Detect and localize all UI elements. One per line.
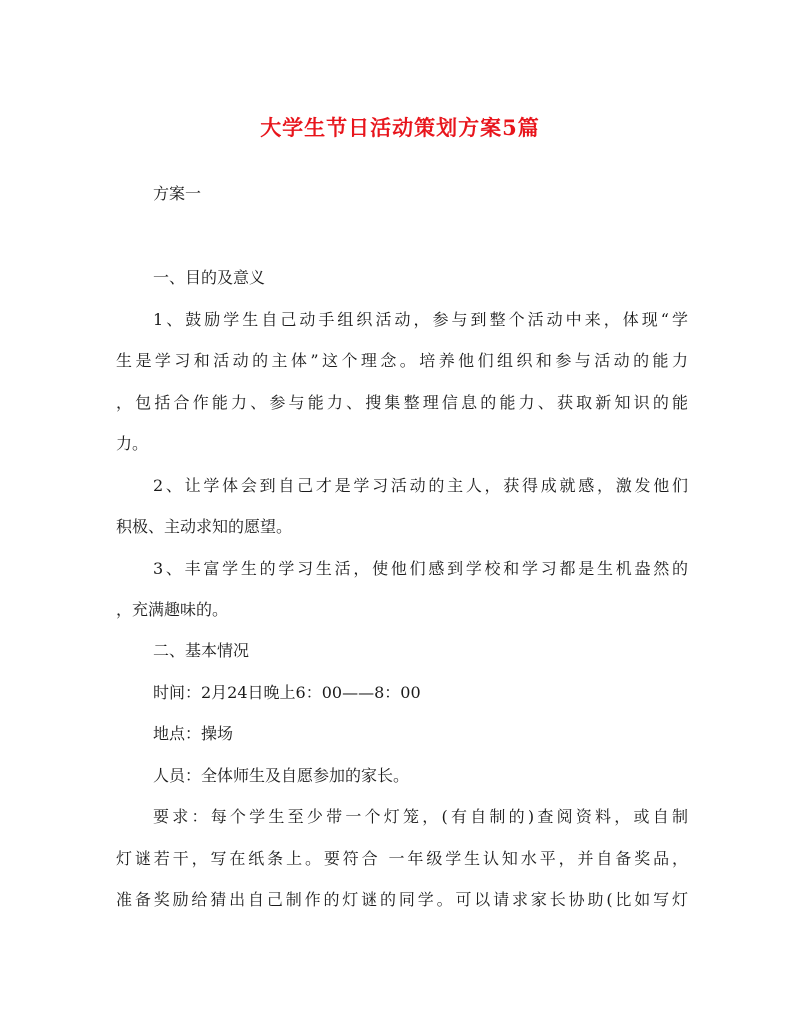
info-time: 时间：2月24日晚上6：00——8：00 — [153, 683, 421, 702]
paragraph-line: 1、鼓励学生自己动手组织活动，参与到整个活动中来，体现“学 — [153, 310, 688, 329]
paragraph-line: 3、丰富学生的学习生活，使他们感到学校和学习都是生机盎然的 — [153, 559, 688, 578]
paragraph-line: 力。 — [116, 434, 149, 453]
paragraph-line: ，充满趣味的。 — [116, 600, 229, 619]
paragraph-line: 灯谜若干，写在纸条上。要符合 一年级学生认知水平，并自备奖品， — [116, 849, 688, 868]
paragraph-line: 准备奖励给猜出自己制作的灯谜的同学。可以请求家长协助(比如写灯 — [116, 890, 688, 909]
paragraph-line: 2、让学体会到自己才是学习活动的主人，获得成就感，激发他们 — [153, 476, 688, 495]
info-people: 人员：全体师生及自愿参加的家长。 — [153, 766, 410, 785]
document-title: 大学生节日活动策划方案5篇 — [260, 115, 540, 140]
section-heading-basics: 二、基本情况 — [153, 641, 250, 660]
info-location: 地点：操场 — [153, 724, 234, 743]
paragraph-line: 要求：每个学生至少带一个灯笼，(有自制的)查阅资料，或自制 — [153, 807, 688, 826]
paragraph-line: ，包括合作能力、参与能力、搜集整理信息的能力、获取新知识的能 — [116, 393, 688, 412]
paragraph-line: 积极、主动求知的愿望。 — [116, 517, 293, 536]
section-heading-purpose: 一、目的及意义 — [153, 268, 266, 287]
section-heading-plan-one: 方案一 — [153, 184, 202, 203]
paragraph-line: 生是学习和活动的主体”这个理念。培养他们组织和参与活动的能力 — [116, 351, 688, 370]
